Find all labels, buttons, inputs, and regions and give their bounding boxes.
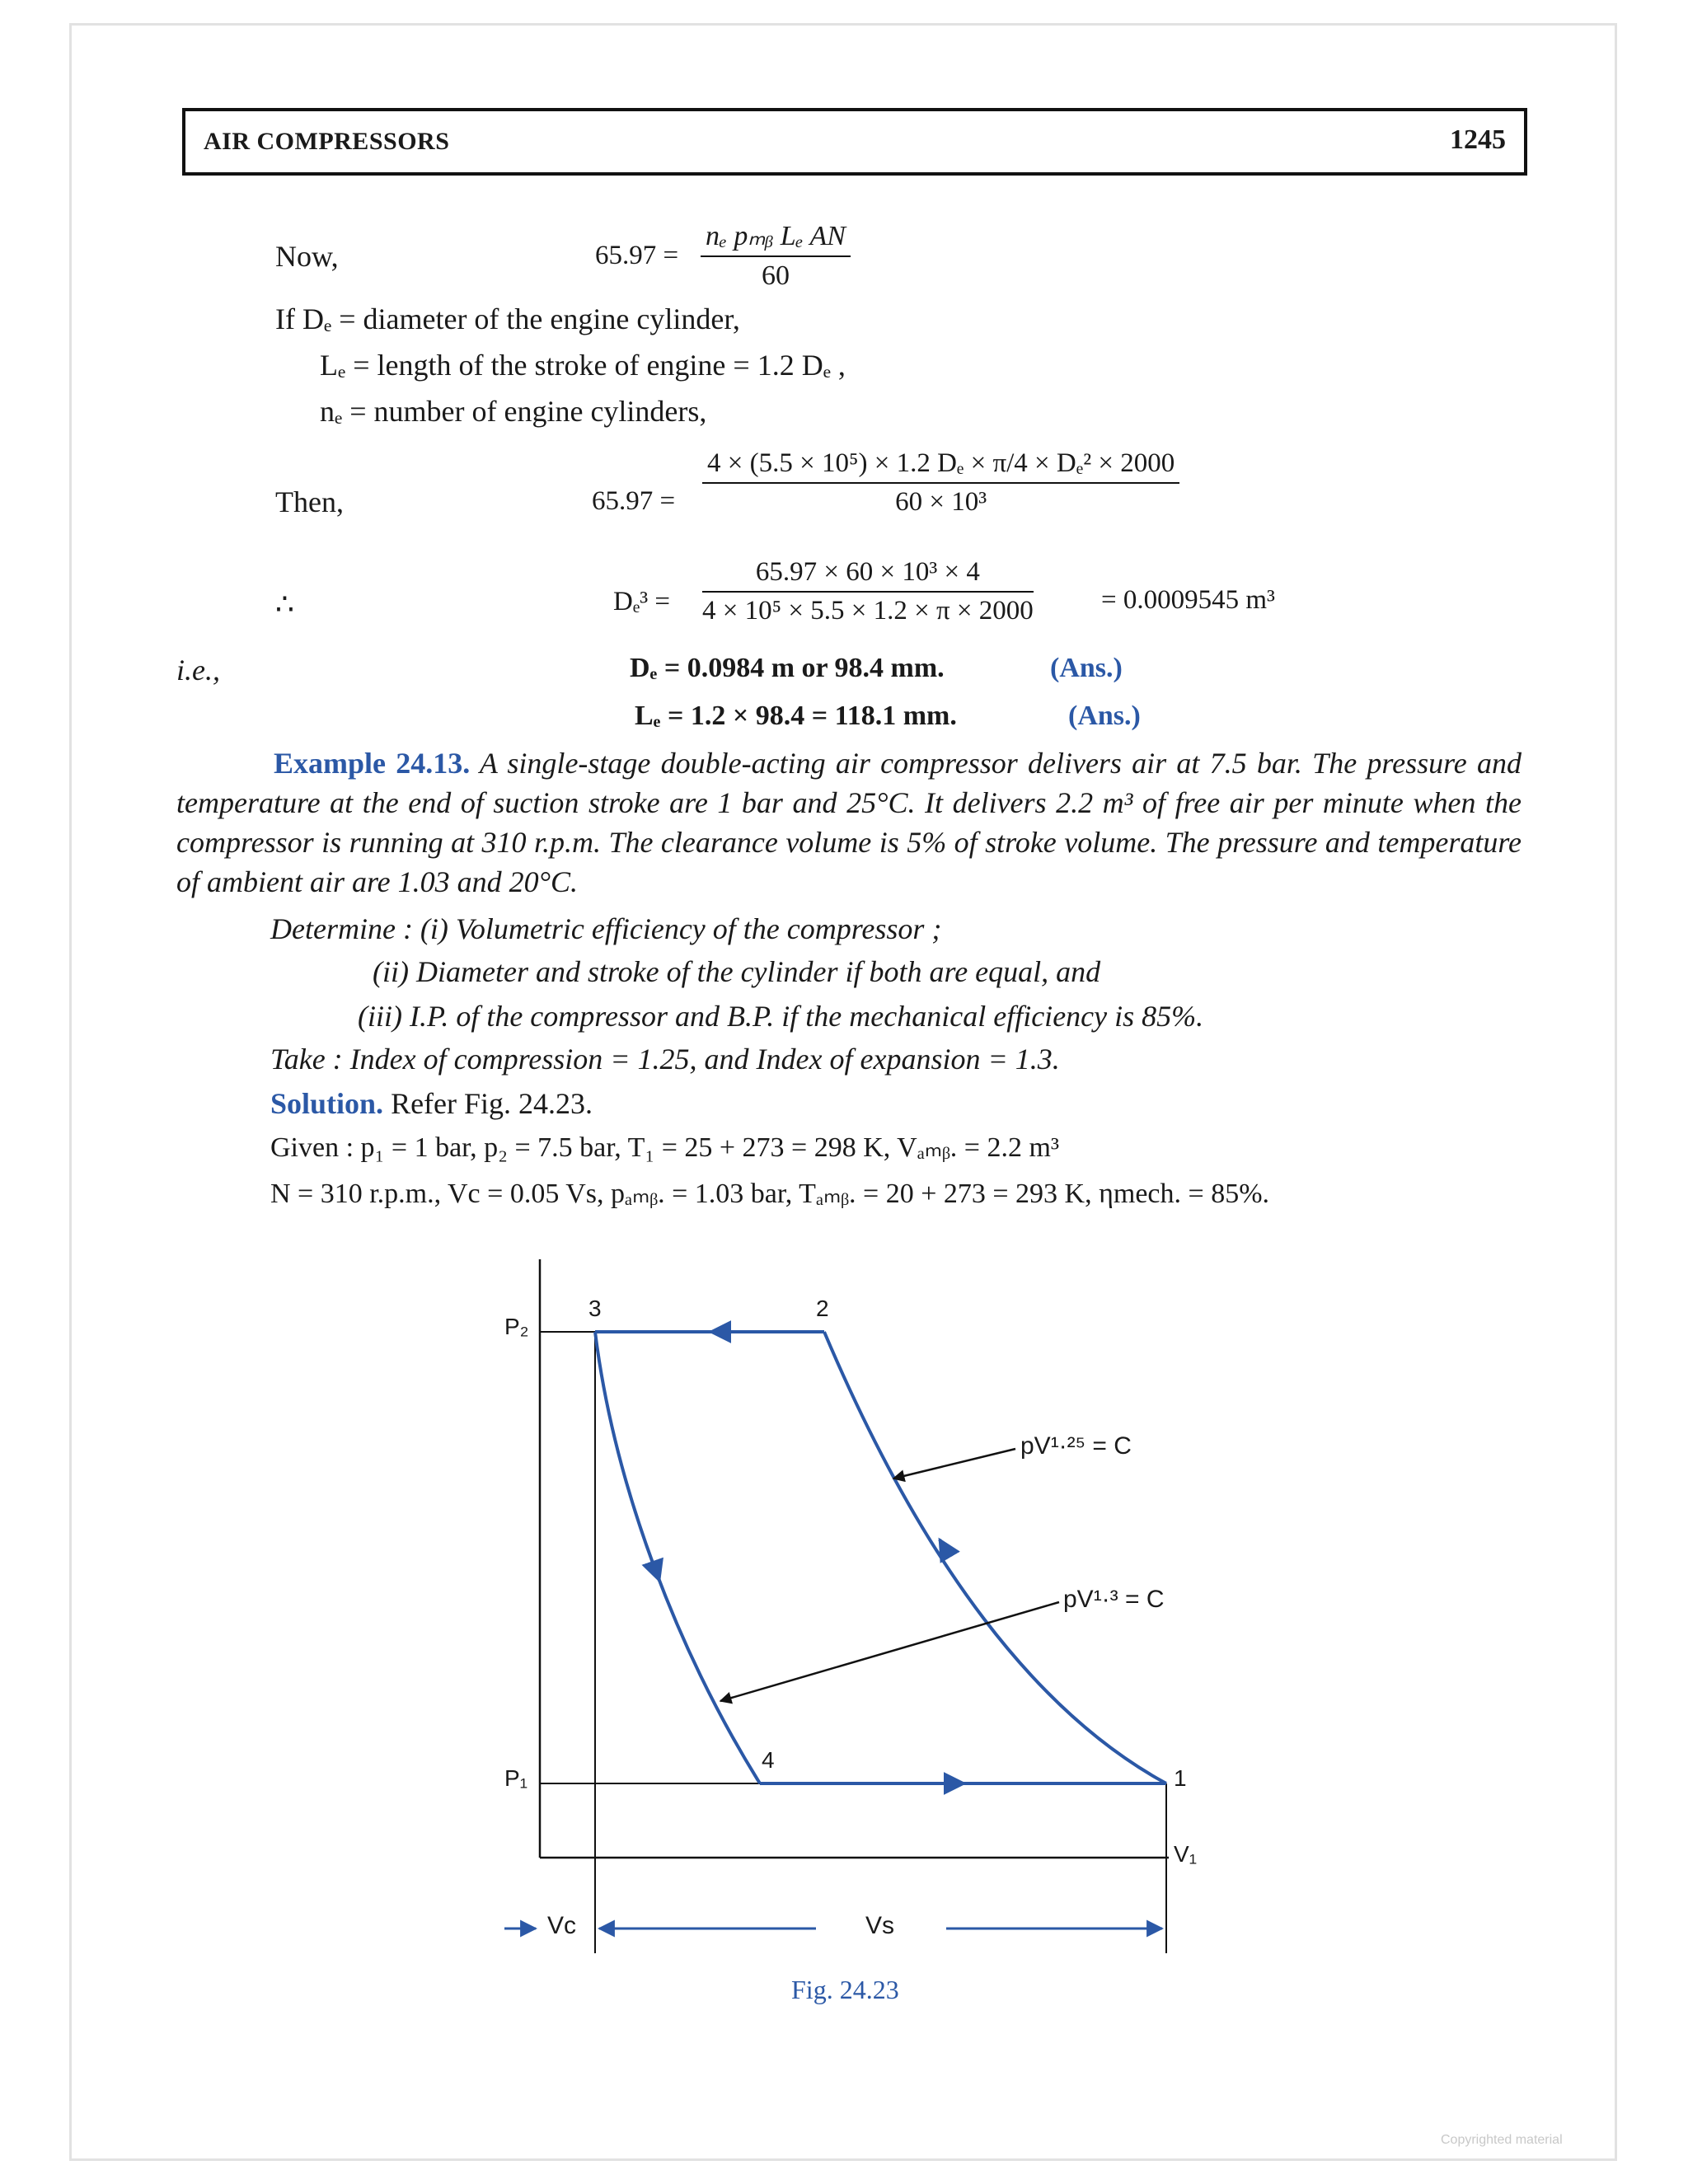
- therefore-symbol: ∴: [275, 588, 294, 621]
- then-denominator: 60 × 10³: [895, 487, 987, 517]
- de3-result: = 0.0009545 m³: [1101, 585, 1275, 615]
- determine-line: Determine : (i) Volumetric efficiency of the compressor ;: [270, 912, 942, 945]
- de3-denominator: 4 × 10⁵ × 5.5 × 1.2 × π × 2000: [702, 596, 1034, 626]
- take-line: Take : Index of compression = 1.25, and Index of expansion = 1.3.: [270, 1043, 1060, 1076]
- point-4-label: 4: [762, 1747, 775, 1773]
- compression-curve: [824, 1332, 1166, 1783]
- compression-arrow: [940, 1540, 948, 1554]
- compression-leader: [893, 1449, 1015, 1479]
- given-line-1: Given : p₁ = 1 bar, p₂ = 7.5 bar, T₁ = 25 + 273 = 298 K, Vₐₘᵦ. = 2.2 m³: [270, 1132, 1060, 1163]
- solution-ref: Refer Fig. 24.23.: [391, 1087, 593, 1120]
- v1-label: V₁: [1174, 1841, 1198, 1867]
- item-ii: (ii) Diameter and stroke of the cylinder if both are equal, and: [373, 955, 1101, 988]
- ne-line: nₑ = number of engine cylinders,: [320, 395, 707, 428]
- now-denominator: 60: [761, 260, 790, 291]
- ans-label-1: (Ans.): [1050, 653, 1123, 683]
- page-number: 1245: [1450, 124, 1506, 155]
- point-2-label: 2: [816, 1296, 829, 1321]
- item-iii: (iii) I.P. of the compressor and B.P. if the mechanical efficiency is 85%.: [358, 1000, 1204, 1033]
- le-result: Lₑ = 1.2 × 98.4 = 118.1 mm.: [635, 701, 957, 731]
- solution-label: Solution.: [270, 1087, 384, 1120]
- de3-numerator: 65.97 × 60 × 10³ × 4: [702, 557, 1034, 593]
- compression-law-label: pV¹·²⁵ = C: [1020, 1432, 1132, 1460]
- expansion-curve: [595, 1332, 760, 1783]
- then-lhs: 65.97 =: [592, 486, 676, 516]
- vc-label: Vc: [547, 1912, 577, 1939]
- watermark: Copyrighted material: [1441, 2133, 1563, 2147]
- point-1-label: 1: [1174, 1765, 1187, 1791]
- point-3-label: 3: [588, 1296, 602, 1321]
- de3-lhs: Dₑ³ =: [613, 587, 671, 616]
- de-result: Dₑ = 0.0984 m or 98.4 mm.: [630, 653, 945, 683]
- now-lhs: 65.97 =: [595, 241, 679, 270]
- p1-label: P₁: [504, 1765, 528, 1791]
- expansion-arrow: [653, 1562, 659, 1581]
- now-label: Now,: [275, 240, 339, 273]
- now-numerator: nₑ pₘᵦ Lₑ AN: [701, 219, 851, 257]
- figure-caption: Fig. 24.23: [791, 1975, 899, 2004]
- le-line: Lₑ = length of the stroke of engine = 1.2 Dₑ ,: [320, 349, 846, 382]
- chapter-title: AIR COMPRESSORS: [204, 128, 450, 155]
- vs-label: Vs: [865, 1912, 895, 1939]
- expansion-law-label: pV¹·³ = C: [1063, 1586, 1165, 1613]
- if-line: If Dₑ = diameter of the engine cylinder,: [275, 302, 740, 335]
- ans-label-2: (Ans.): [1068, 701, 1141, 731]
- p2-label: P₂: [504, 1314, 529, 1339]
- example-label: Example 24.13.: [274, 747, 471, 780]
- then-numerator: 4 × (5.5 × 10⁵) × 1.2 Dₑ × π/4 × Dₑ² × 2000: [702, 448, 1179, 484]
- then-label: Then,: [275, 485, 344, 518]
- given-line-2: N = 310 r.p.m., Vc = 0.05 Vs, pₐₘᵦ. = 1.03 bar, Tₐₘᵦ. = 20 + 273 = 293 K, ηmech. = 85%.: [270, 1179, 1270, 1209]
- ie-label: i.e.,: [176, 654, 220, 687]
- example-text: A single-stage double-acting air compressor delivers air at 7.5 bar. The pressure and temperature at the end of suction stroke are 1 bar and 25°C. It delivers 2.2 m³ of free air per minute when the compressor is running at 310 r.p.m. The clearance volume is 5% of stroke volume. The pressure and temperature of ambient air are 1.03 and 20°C.: [176, 747, 1522, 898]
